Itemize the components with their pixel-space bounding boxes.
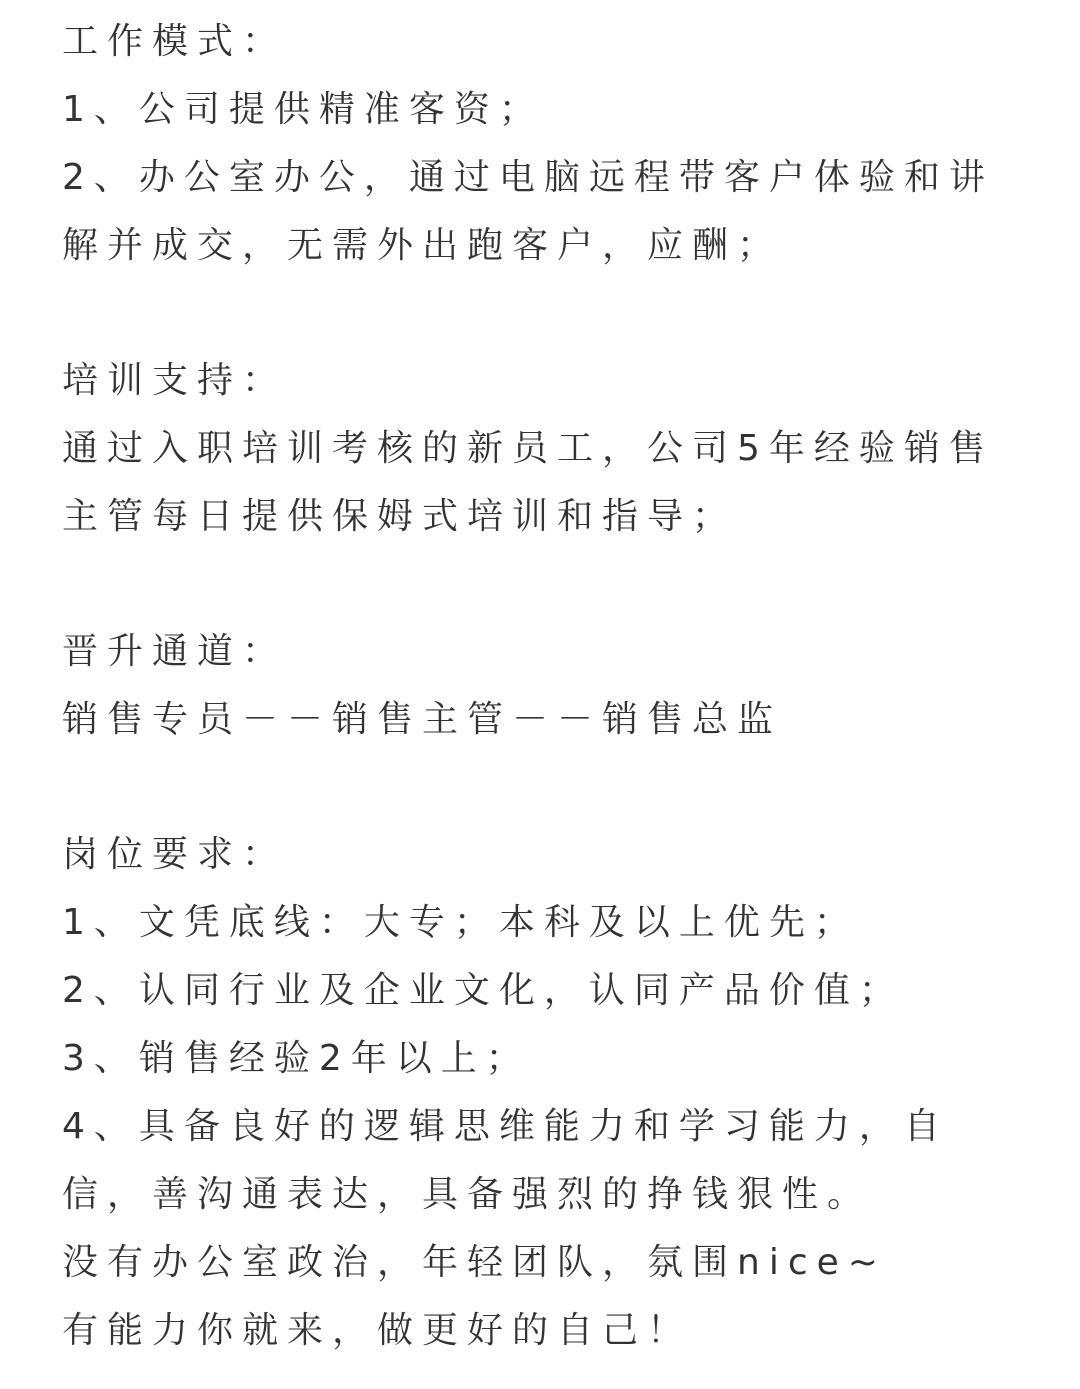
requirement-line: 1、文凭底线：大专；本科及以上优先；: [62, 902, 859, 943]
requirement-line: 信，善沟通表达，具备强烈的挣钱狠性。: [62, 1174, 873, 1215]
requirement-line: 没有办公室政治，年轻团队，氛围nice~: [62, 1242, 887, 1283]
promotion-section: [62, 618, 1022, 754]
training-heading: 培训支持：: [62, 360, 288, 401]
requirement-line: 4、具备良好的逻辑思维能力和学习能力，自: [62, 1106, 949, 1147]
training-line: 主管每日提供保姆式培训和指导；: [62, 496, 738, 537]
section-spacer: [62, 754, 1022, 821]
work-mode-line: 2、办公室办公，通过电脑远程带客户体验和讲: [62, 157, 994, 198]
training-section: [62, 347, 1022, 551]
requirement-line: 有能力你就来，做更好的自己！: [62, 1310, 693, 1351]
section-spacer: [62, 280, 1022, 347]
requirement-line: 2、认同行业及企业文化，认同产品价值；: [62, 970, 904, 1011]
requirements-section: [62, 821, 1022, 1365]
requirement-line: 3、销售经验2年以上；: [62, 1038, 531, 1079]
work-mode-line: 解并成交，无需外出跑客户，应酬；: [62, 225, 783, 266]
work-mode-section: [62, 8, 1022, 280]
promotion-heading: 晋升通道：: [62, 631, 288, 672]
promotion-path: 销售专员－－销售主管－－销售总监: [62, 699, 783, 740]
section-spacer: [62, 551, 1022, 618]
work-mode-heading: 工作模式：: [62, 21, 288, 62]
job-description: [62, 8, 1022, 1365]
requirements-heading: 岗位要求：: [62, 834, 288, 875]
work-mode-line: 1、公司提供精准客资；: [62, 89, 544, 130]
training-line: 通过入职培训考核的新员工，公司5年经验销售: [62, 428, 994, 469]
